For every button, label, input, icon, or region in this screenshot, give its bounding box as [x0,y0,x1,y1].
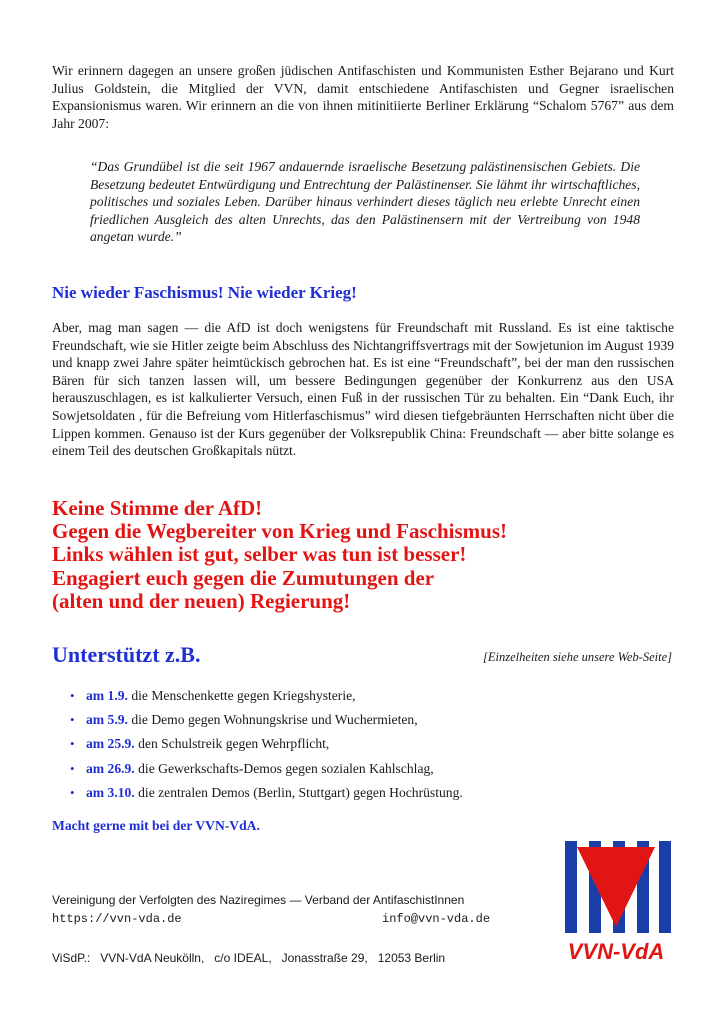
event-date: am 25.9. [86,736,135,752]
bullet-icon: • [70,712,75,728]
vvn-vda-logo [559,841,673,969]
slogan-block [52,497,692,613]
event-date: am 26.9. [86,760,135,776]
event-item [70,781,670,805]
event-item [70,732,670,756]
event-text: die Demo gegen Wohnungskrise und Wuchermieten, [127,712,418,728]
afd-russia-paragraph: Aber, mag man sagen — die AfD ist doch wenigstens für Freundschaft mit Russland. Es ist eine taktische Freundschaft, wie sie Hitler zeigte beim Abschluss des Nichtangriffsvertrags mit der Sowjetunion im August 1939 und knapp zwei Jahre später heimtückisch gebrochen hat. Es ist eine “Freundschaft”, bei der man den russischen Bären für sich tanzen lassen will, um bessere Bedingungen gegenüber der Konkurrenz aus den USA herauszuschlagen, es ist kalkulierter Versuch, einen Fuß in der russischen Tür zu behalten. Ein “Dank Euch, ihr Sowjetsoldaten , für die Befreiung vom Hitlerfaschismus” wird diesen tiefgebräunten Herrschaften nicht über die Lippen kommen. Genauso ist der Kurs gegenüber der Volksrepublik China: Freundschaft — aber bitte solange es einem Teil des deutschen Großkapitals nützt. [52,320,674,459]
intro-paragraph: Wir erinnern dagegen an unsere großen jüdischen Antifaschisten und Kommunisten Esther Bejarano und Kurt Julius Goldstein, die Mitglied der VVN, damit entschiedene Antifaschisten und Gegner israelischen Expansionismus waren. Wir erinnern an die von ihnen mitinitiierte Berliner Erklärung “Schalom 5767” aus dem Jahr 2007: [52,63,674,131]
slogan-line: Links wählen ist gut, selber was tun ist besser! [52,542,467,567]
slogan-line: Keine Stimme der AfD! [52,496,263,520]
bullet-icon: • [70,688,75,703]
bullet-icon: • [70,784,75,800]
support-heading: Unterstützt z.B. [52,642,201,667]
slogan-line: (alten und der neuen) Regierung! [52,588,351,613]
footer-email-link[interactable]: info@vvn-vda.de [382,912,491,926]
footer-website-link[interactable]: https://vvn-vda.de [52,912,182,926]
event-text: den Schulstreik gegen Wehrpflicht, [134,736,330,752]
footer-visdp: ViSdP.: VVN-VdA Neukölln, c/o IDEAL, Jonasstraße 29, 12053 Berlin [52,951,446,965]
event-item [70,708,670,732]
schalom-quote: “Das Grundübel ist die seit 1967 andauernde israelische Besetzung palästinensischen Gebiets. Die Besetzung bedeutet Entwürdigung und Entrechtung der Palästinenser. Sie lähmt ihr wirtschaftliches, politisches und soziales Leben. Darüber hinaus verhindert dieses täglich neu erlebte Unrecht einen friedlichen Ausgleich des alten Unrechts, das den Palästinensern mit der Vertreibung von 1948 angetan wurde.” [90,159,640,245]
heading-nie-wieder: Nie wieder Faschismus! Nie wieder Krieg! [52,283,357,302]
logo-text: VVN-VdA [567,939,665,964]
slogan-line: Gegen die Wegbereiter von Krieg und Faschismus! [52,519,507,544]
slogan-line: Engagiert euch gegen die Zumutungen der [52,565,435,590]
event-date: am 3.10. [86,784,135,800]
bullet-icon: • [70,736,75,752]
support-note: [Einzelheiten siehe unsere Web-Seite] [483,650,672,664]
event-item [70,757,670,781]
event-item [70,684,670,708]
event-text: die zentralen Demos (Berlin, Stuttgart) gegen Hochrüstung. [134,784,463,800]
event-text: die Menschenkette gegen Kriegshysterie, [127,688,356,703]
event-date: am 1.9. [86,688,128,703]
bullet-icon: • [70,760,75,776]
event-list [70,684,670,805]
event-date: am 5.9. [86,712,128,728]
footer-organization: Vereinigung der Verfolgten des Naziregimes — Verband der AntifaschistInnen [52,893,465,907]
join-call: Macht gerne mit bei der VVN-VdA. [52,818,260,833]
event-text: die Gewerkschafts-Demos gegen sozialen Kahlschlag, [134,760,434,776]
